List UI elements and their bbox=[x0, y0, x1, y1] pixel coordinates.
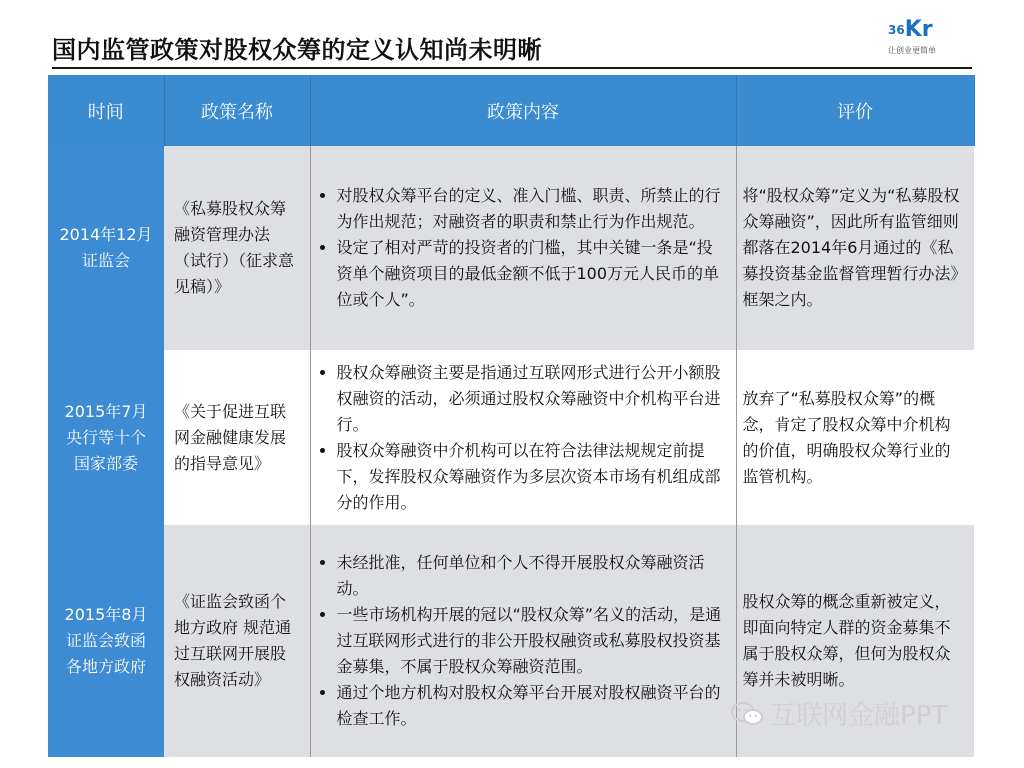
row-policy-content bbox=[310, 350, 736, 525]
row-policy-name: 《证监会致函个地方政府 规范通过互联网开展股权融资活动》 bbox=[164, 525, 310, 757]
logo-tagline: 让创业更简单 bbox=[888, 46, 936, 55]
title-divider bbox=[52, 67, 972, 69]
content-bullet: • 设定了相对严苛的投资者的门槛，其中关键一条是“投资单个融资项目的最低金额不低于100万元人民币的单位或个人”。 bbox=[337, 235, 728, 313]
table-row bbox=[48, 350, 974, 525]
row-policy-name: 《私募股权众筹融资管理办法（试行）（征求意见稿）》 bbox=[164, 146, 310, 350]
row-policy-content bbox=[310, 525, 736, 757]
page-title: 国内监管政策对股权众筹的定义认知尚未明晰 bbox=[52, 36, 542, 64]
column-header-policy-name: 政策名称 bbox=[164, 75, 310, 146]
logo-mark bbox=[888, 18, 958, 42]
content-bullet: • 通过个地方机构对股权众筹平台开展对股权融资平台的检查工作。 bbox=[337, 680, 728, 732]
content-bullet: • 一些市场机构开展的冠以“股权众筹”名义的活动，是通过互联网形式进行的非公开股权融资或私募股权投资基金募集，不属于股权众筹融资范围。 bbox=[337, 602, 728, 680]
table-row bbox=[48, 146, 974, 350]
content-bullet: • 对股权众筹平台的定义、准入门槛、职责、所禁止的行为作出规范；对融资者的职责和禁止行为作出规范。 bbox=[337, 183, 728, 235]
watermark-text: 互联网金融PPT bbox=[770, 701, 948, 731]
table-header-row bbox=[48, 75, 974, 146]
policy-table bbox=[48, 75, 975, 757]
column-header-time: 时间 bbox=[48, 75, 164, 146]
row-evaluation: 将“股权众筹”定义为“私募股权众筹融资”，因此所有监管细则都落在2014年6月通过的《私募投资基金监督管理暂行办法》框架之内。 bbox=[736, 146, 974, 350]
row-evaluation: 股权众筹的概念重新被定义，即面向特定人群的资金募集不属于股权众筹，但何为股权众筹并未被明晰。 bbox=[736, 525, 974, 757]
watermark bbox=[730, 695, 947, 732]
content-bullet: • 股权众筹融资中介机构可以在符合法律法规规定前提下，发挥股权众筹融资作为多层次资本市场有机组成部分的作用。 bbox=[337, 438, 728, 516]
column-header-policy-content: 政策内容 bbox=[310, 75, 736, 146]
row-date: 2014年12月 证监会 bbox=[48, 146, 164, 350]
wechat-icon bbox=[730, 701, 764, 727]
row-date: 2015年8月 证监会致函 各地方政府 bbox=[48, 525, 164, 757]
content-bullet: • 股权众筹融资主要是指通过互联网形式进行公开小额股权融资的活动，必须通过股权众筹融资中介机构平台进行。 bbox=[337, 360, 728, 438]
logo-sup: 36 bbox=[888, 23, 905, 37]
logo-mark-text: Kr bbox=[904, 17, 933, 42]
row-evaluation: 放弃了“私募股权众筹”的概念，肯定了股权众筹中介机构的价值，明确股权众筹行业的监管机构。 bbox=[736, 350, 974, 525]
row-policy-name: 《关于促进互联网金融健康发展的指导意见》 bbox=[164, 350, 310, 525]
row-policy-content bbox=[310, 146, 736, 350]
column-header-evaluation: 评价 bbox=[736, 75, 974, 146]
content-bullet: • 未经批准，任何单位和个人不得开展股权众筹融资活动。 bbox=[337, 550, 728, 602]
row-date: 2015年7月 央行等十个 国家部委 bbox=[48, 350, 164, 525]
logo bbox=[888, 18, 958, 64]
